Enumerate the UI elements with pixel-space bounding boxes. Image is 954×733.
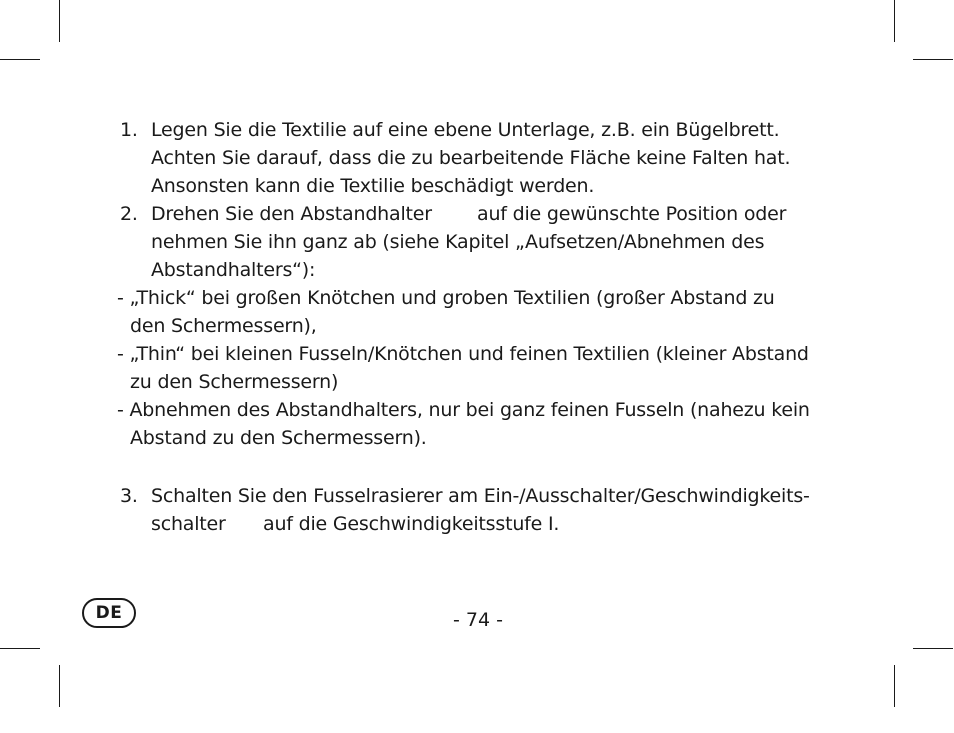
item-3-line-2a: schalter [151,513,226,535]
list-number-1: 1. [120,119,138,141]
item-2-line-1b: auf die gewünschte Position oder [477,203,787,225]
item-3-line-1: Schalten Sie den Fusselrasierer am Ein-/Ausschalter/Geschwindigkeits- [151,485,810,507]
item-3-line-2b: auf die Geschwindigkeitsstufe I. [263,513,560,535]
language-badge: DE [82,598,136,628]
dash-item-2-line-2: zu den Schermessern) [130,371,339,393]
page-number: - 74 - [453,609,503,631]
item-1-line-3: Ansonsten kann die Textilie beschädigt werden. [151,175,595,197]
list-number-2: 2. [120,203,138,225]
dash-item-2-line-1: - „Thin“ bei kleinen Fusseln/Knötchen und feinen Textilien (kleiner Abstand [117,343,809,365]
item-2-line-2: nehmen Sie ihn ganz ab (siehe Kapitel „Aufsetzen/Abnehmen des [151,231,765,253]
dash-item-3-line-2: Abstand zu den Schermessern). [130,427,427,449]
item-2-line-3: Abstandhalters“): [151,259,316,281]
list-number-3: 3. [120,485,138,507]
item-2-line-1a: Drehen Sie den Abstandhalter [151,203,432,225]
dash-item-1-line-1: - „Thick“ bei großen Knötchen und groben Textilien (großer Abstand zu [117,287,775,309]
item-1-line-1: Legen Sie die Textilie auf eine ebene Unterlage, z.B. ein Bügelbrett. [151,119,780,141]
item-1-line-2: Achten Sie darauf, dass die zu bearbeitende Fläche keine Falten hat. [151,147,791,169]
dash-item-3-line-1: - Abnehmen des Abstandhalters, nur bei ganz feinen Fusseln (nahezu kein [117,399,810,421]
dash-item-1-line-2: den Schermessern), [130,315,317,337]
